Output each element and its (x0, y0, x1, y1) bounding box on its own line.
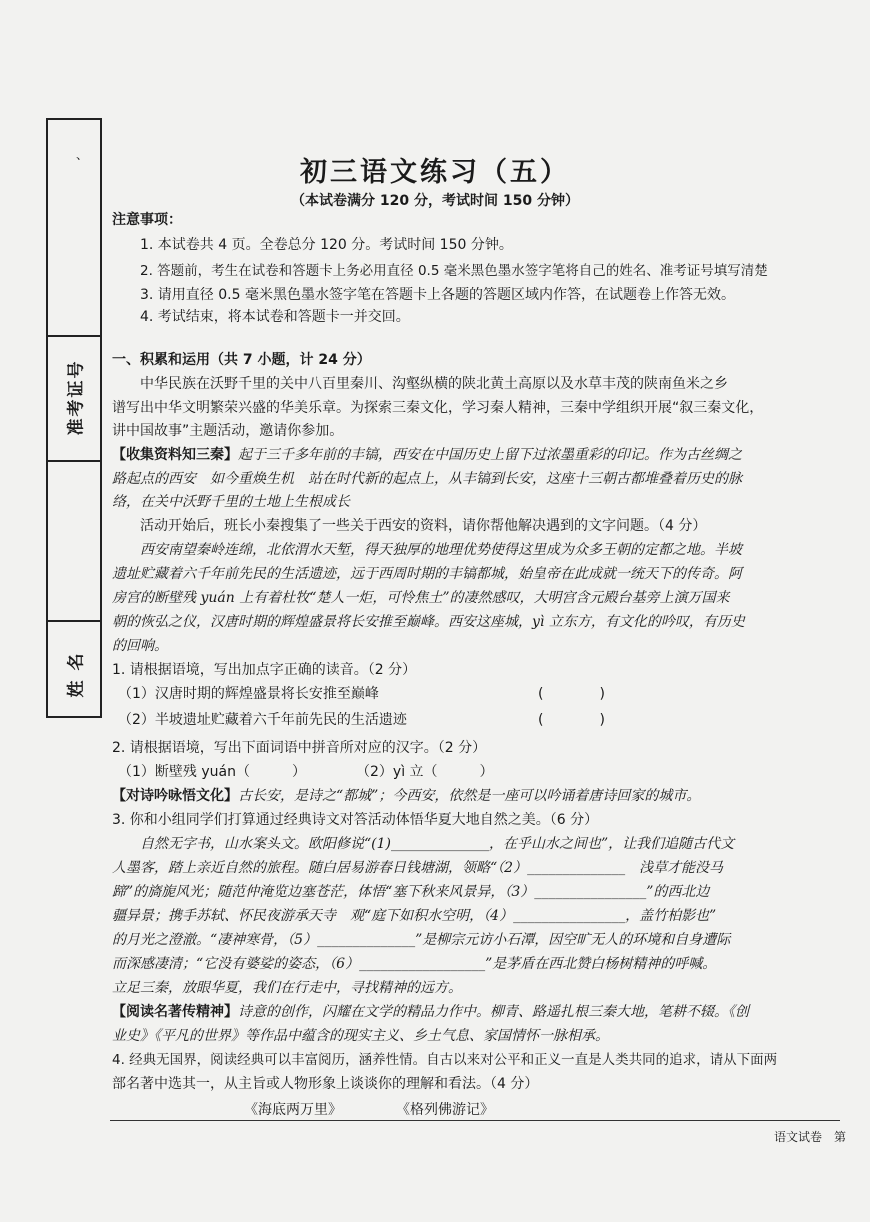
q1-item: （2）半坡遗址贮藏着六千年前先民的生活遗迹 (118, 712, 407, 728)
notice-item: 3. 请用直径 0.5 毫米黑色墨水签字笔在答题卡上各题的答题区域内作答，在试题卷上作答无效。 (140, 287, 735, 303)
notice-heading: 注意事项： (112, 212, 182, 228)
q1-item: （1）汉唐时期的辉煌盛景将长安推至巅峰 (118, 686, 379, 702)
activity-line: 活动开始后，班长小秦搜集了一些关于西安的资料，请你帮他解决遇到的文字问题。（4 分） (140, 518, 707, 534)
name-label: 姓 名 (66, 651, 87, 698)
poem-tag: 【对诗吟咏悟文化】 (112, 788, 238, 804)
passage-line: 西安南望秦岭连绵，北依渭水天堑，得天独厚的地理优势使得这里成为众多王朝的定都之地。半坡 (140, 542, 742, 558)
collect-tag: 【收集资料知三秦】 (112, 447, 238, 463)
read-tag: 【阅读名著传精神】 (112, 1004, 238, 1020)
strip-mark: 、 (76, 148, 89, 162)
question-2: 2. 请根据语境，写出下面词语中拼音所对应的汉字。（2 分） (112, 740, 487, 756)
q2-item: （2）yì 立（ ） (356, 764, 494, 780)
strip-divider (48, 335, 100, 337)
strip-divider (48, 460, 100, 462)
book-option: 《格列佛游记》 (396, 1102, 494, 1118)
q3-text-line: 自然无字书，山水案头文。欧阳修说“(1)______________，在乎山水之间也”，让我们追随古代文 (140, 836, 735, 852)
notice-item: 2. 答题前，考生在试卷和答题卡上务必用直径 0.5 毫米黑色墨水签字笔将自己的姓名、准考证号填写清楚 (140, 263, 768, 279)
footer-rule (110, 1120, 840, 1121)
question-3: 3. 你和小组同学们打算通过经典诗文对答活动体悟华夏大地自然之美。（6 分） (112, 812, 599, 828)
read-text: 诗意的创作，闪耀在文学的精品力作中。柳青、路遥扎根三秦大地，笔耕不辍。《创 (238, 1004, 749, 1020)
question-4: 部名著中选其一，从主旨或人物形象上谈谈你的理解和看法。（4 分） (112, 1076, 539, 1092)
page-subtitle: （本试卷满分 120 分，考试时间 150 分钟） (291, 193, 579, 209)
q3-text-line: 的月光之澄澈。“凄神寒骨，（5）______________”是柳宗元访小石潭，因空旷无人的环境和自身遭际 (112, 932, 731, 948)
question-1: 1. 请根据语境，写出加点字正确的读音。（2 分） (112, 662, 417, 678)
passage-line: 遗址贮藏着六千年前先民的生活遗迹，远于西周时期的丰镐都城，始皇帝在此成就一统天下的传奇。阿 (112, 566, 742, 582)
passage-line: 房宫的断壁残 yuán 上有着杜牧“楚人一炬，可怜焦土”的凄然感叹，大明宫含元殿台基旁上演万国来 (112, 590, 730, 606)
notice-item: 4. 考试结束，将本试卷和答题卡一并交回。 (140, 309, 410, 325)
read-line: 业史》《平凡的世界》等作品中蕴含的现实主义、乡土气息、家国情怀一脉相承。 (112, 1028, 609, 1044)
collect-line (112, 445, 742, 465)
passage-line: 朝的恢弘之仪，汉唐时期的辉煌盛景将长安推至巅峰。西安这座城，yì 立东方，有文化的吟叹，有历史 (112, 614, 745, 630)
read-line (112, 1002, 749, 1022)
strip-divider (48, 620, 100, 622)
q2-item: （1）断壁残 yuán（ ） (118, 764, 306, 780)
collect-line: 络，在关中沃野千里的土地上生根成长 (112, 494, 350, 510)
exam-number-label: 准考证号 (66, 359, 87, 436)
page-title: 初三语文练习（五） (300, 157, 570, 188)
page-footer: 语文试卷 第 (773, 1130, 846, 1144)
poem-intro: 古长安，是诗之“都城”；今西安，依然是一座可以吟诵着唐诗回家的城市。 (238, 788, 701, 804)
answer-paren: ( ) (538, 712, 605, 728)
q3-text-line: 人墨客，踏上亲近自然的旅程。随白居易游春日钱塘湖，领略“（2）______________ 浅草才能没马 (112, 860, 724, 876)
notice-item: 1. 本试卷共 4 页。全卷总分 120 分。考试时间 150 分钟。 (140, 237, 513, 253)
section-heading: 一、积累和运用（共 7 小题，计 24 分） (112, 352, 371, 368)
collect-line: 路起点的西安 如今重焕生机 站在时代新的起点上，从丰镐到长安，这座十三朝古都堆叠着历史的脉 (112, 471, 742, 487)
intro-line: 中华民族在沃野千里的关中八百里秦川、沟壑纵横的陕北黄土高原以及水草丰茂的陕南鱼米之乡 (140, 376, 728, 392)
poem-line (112, 786, 700, 806)
q3-text-line: 蹄”的旖旎风光；随范仲淹览边塞苍茫，体悟“塞下秋来风景异，（3）________________”的西北边 (112, 884, 710, 900)
collect-text: 起于三千多年前的丰镐，西安在中国历史上留下过浓墨重彩的印记。作为古丝绸之 (238, 447, 742, 463)
intro-line: 讲中国故事”主题活动，邀请你参加。 (112, 423, 344, 439)
q3-text-line: 而深感凄清；“它没有婆娑的姿态，（6）__________________”是茅盾在西北赞白杨树精神的呼喊。 (112, 956, 717, 972)
q3-text-line: 疆异景；携手苏轼、怀民夜游承天寺 观“庭下如积水空明，（4）________________，盖竹柏影也” (112, 908, 717, 924)
question-4: 4. 经典无国界，阅读经典可以丰富阅历，涵养性情。自古以来对公平和正义一直是人类共同的追求，请从下面两 (112, 1052, 778, 1068)
q3-text-line: 立足三秦，放眼华夏，我们在行走中，寻找精神的远方。 (112, 980, 462, 996)
passage-line: 的回响。 (112, 638, 168, 654)
answer-paren: ( ) (538, 686, 605, 702)
intro-line: 谱写出中华文明繁荣兴盛的华美乐章。为探索三秦文化，学习秦人精神，三秦中学组织开展“叙三秦文化， (112, 400, 764, 416)
book-option: 《海底两万里》 (244, 1102, 342, 1118)
